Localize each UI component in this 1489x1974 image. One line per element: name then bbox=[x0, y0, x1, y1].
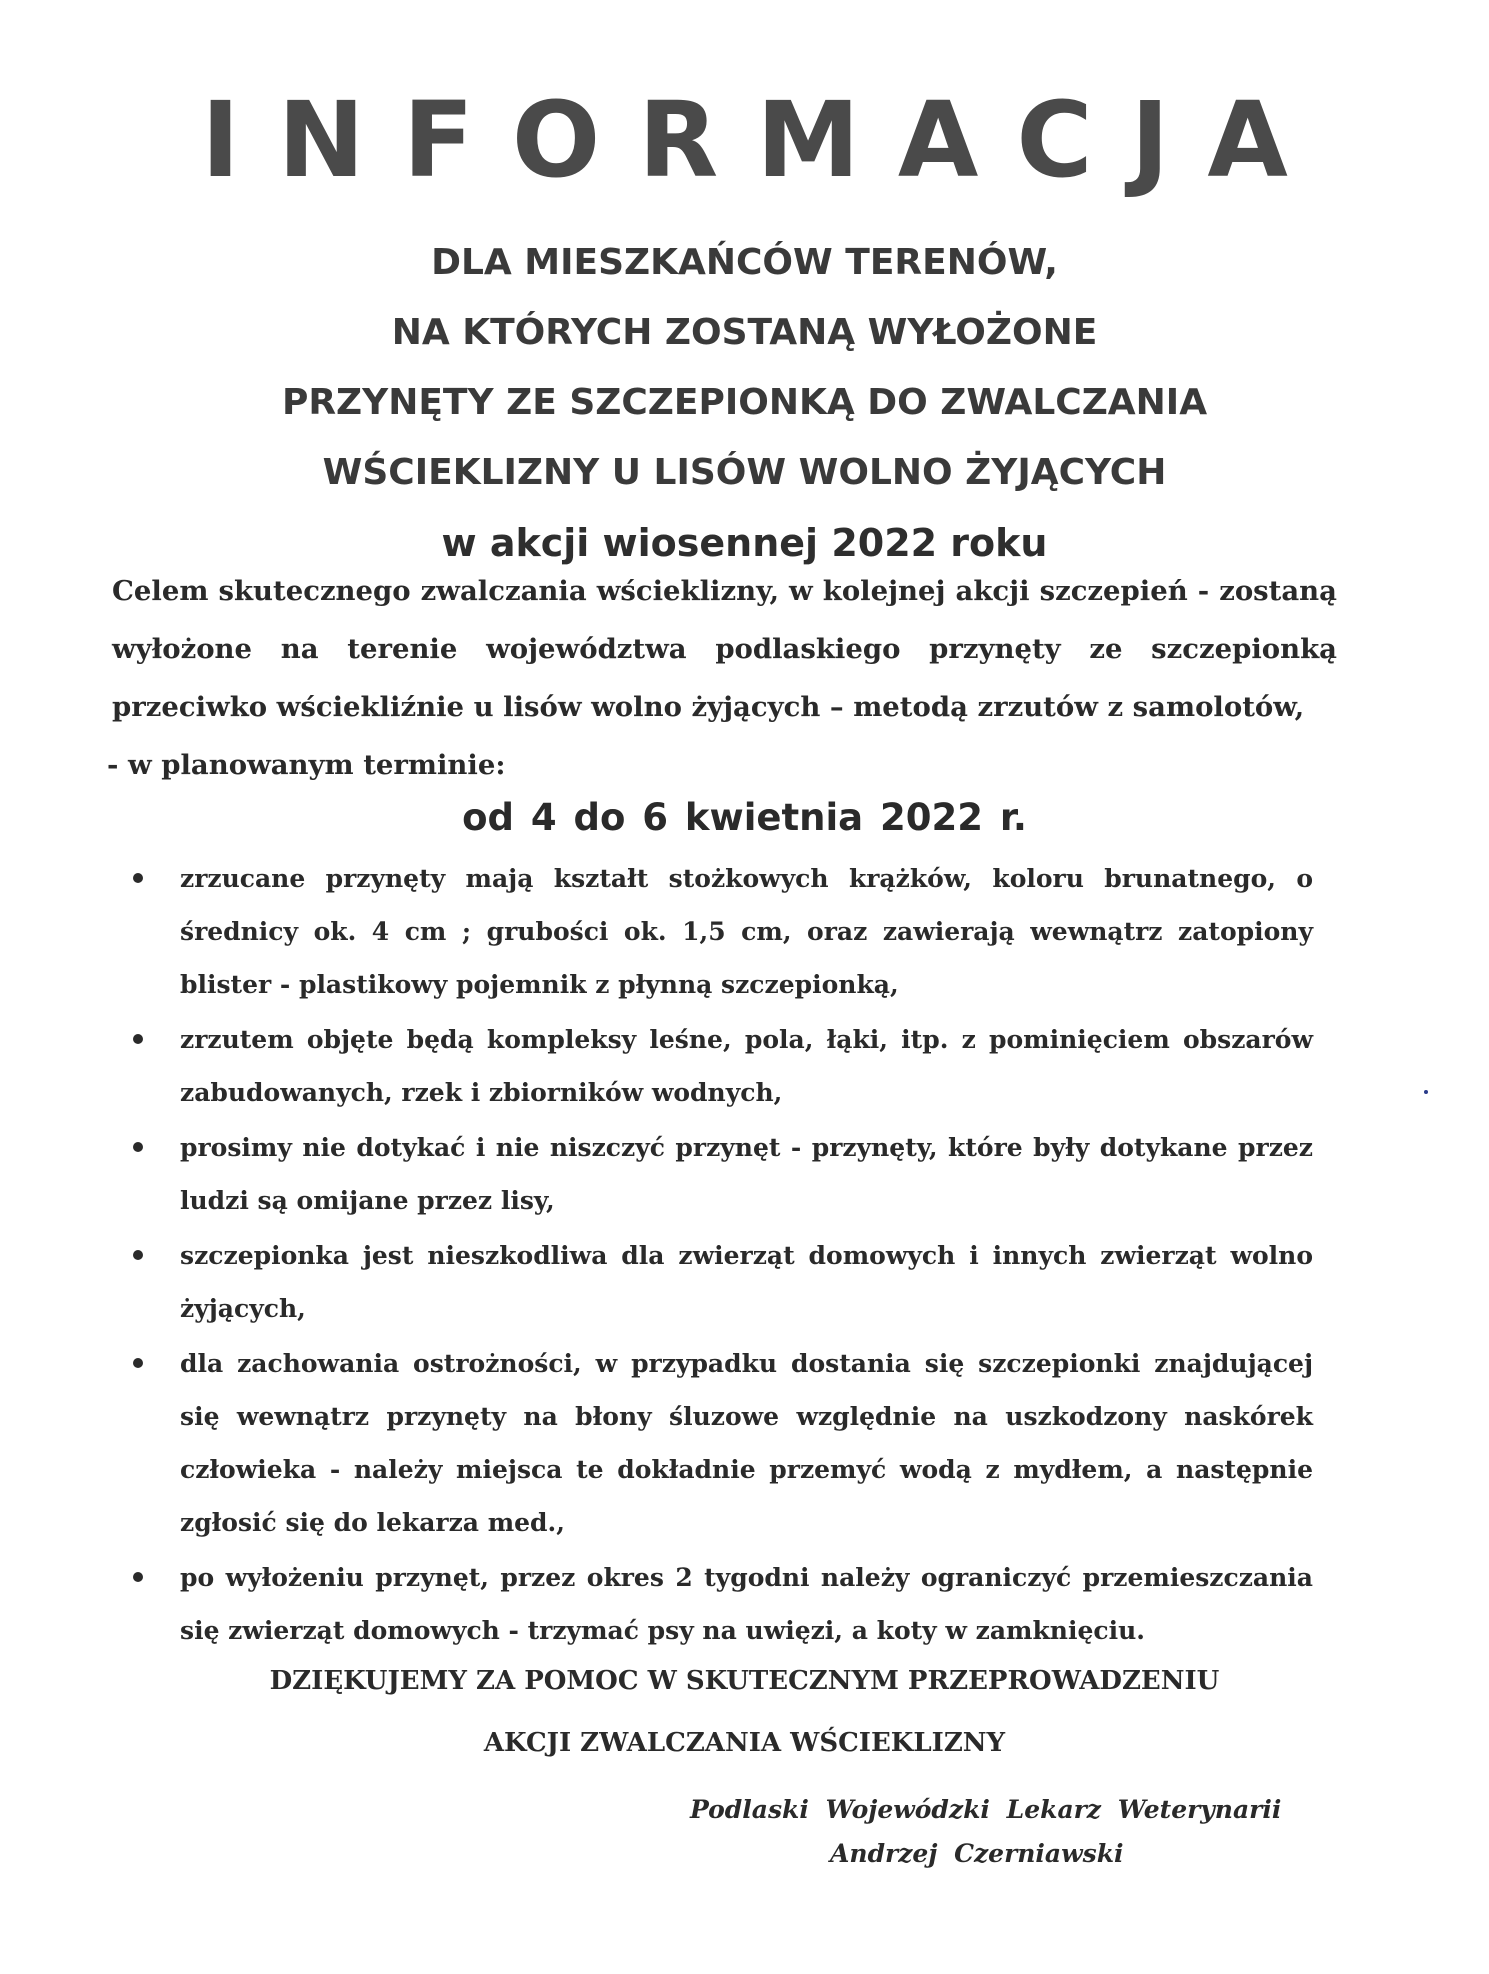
instructions-list bbox=[180, 852, 1313, 1659]
document-title: INFORMACJA bbox=[201, 79, 1326, 201]
bullet-icon bbox=[133, 1572, 143, 1582]
list-item bbox=[180, 1229, 1313, 1335]
list-item-text: dla zachowania ostrożności, w przypadku dostania się szczepionki znajdującej się wewnątrz przynęty na błony śluzowe względnie na uszkodzony naskórek człowieka - należy miejsca te dokładnie przemyć wodą z mydłem, a następnie zgłosić się do lekarza med., bbox=[180, 1349, 1313, 1537]
term-label: - w planowanym terminie: bbox=[107, 749, 506, 781]
document-subtitle bbox=[0, 228, 1489, 578]
subtitle-line: NA KTÓRYCH ZOSTANĄ WYŁOŻONE bbox=[391, 312, 1098, 353]
subtitle-line: WŚCIEKLIZNY U LISÓW WOLNO ŻYJĄCYCH bbox=[322, 452, 1167, 493]
thanks-line: AKCJI ZWALCZANIA WŚCIEKLIZNY bbox=[483, 1728, 1006, 1758]
list-item bbox=[180, 1013, 1313, 1119]
subtitle-line: PRZYNĘTY ZE SZCZEPIONKĄ DO ZWALCZANIA bbox=[281, 382, 1208, 423]
campaign-date: od 4 do 6 kwietnia 2022 r. bbox=[462, 796, 1027, 839]
list-item bbox=[180, 852, 1313, 1011]
scan-speck bbox=[1424, 1090, 1428, 1094]
bullet-icon bbox=[133, 1142, 143, 1152]
list-item-text: po wyłożeniu przynęt, przez okres 2 tygodni należy ograniczyć przemieszczania się zwierząt domowych - trzymać psy na uwięzi, a koty w zamknięciu. bbox=[180, 1563, 1313, 1645]
intro-text: Celem skutecznego zwalczania wścieklizny, w kolejnej akcji szczepień - zostaną wyłożone na terenie województwa podlaskiego przynęty ze szczepionką przeciwko wściekliźnie u lisów wolno żyjących – metodą zrzutów z samolotów, bbox=[112, 575, 1337, 723]
signature-name: Andrzej Czerniawski bbox=[830, 1839, 1124, 1868]
list-item-text: zrzucane przynęty mają kształt stożkowych krążków, koloru brunatnego, o średnicy ok. 4 cm ; grubości ok. 1,5 cm, oraz zawierają wewnątrz zatopiony blister - plastikowy pojemnik z płynną szczepionką, bbox=[180, 864, 1313, 999]
thanks-note bbox=[0, 1650, 1489, 1774]
bullet-icon bbox=[133, 1250, 143, 1260]
thanks-line: DZIĘKUJEMY ZA POMOC W SKUTECZNYM PRZEPROWADZENIU bbox=[269, 1666, 1220, 1696]
subtitle-line: DLA MIESZKAŃCÓW TERENÓW, bbox=[431, 242, 1058, 283]
signature-block bbox=[690, 1788, 1281, 1876]
list-item bbox=[180, 1121, 1313, 1227]
list-item-text: zrzutem objęte będą kompleksy leśne, pola, łąki, itp. z pominięciem obszarów zabudowanych, rzek i zbiorników wodnych, bbox=[180, 1025, 1313, 1107]
list-item-text: szczepionka jest nieszkodliwa dla zwierząt domowych i innych zwierząt wolno żyjących, bbox=[180, 1241, 1313, 1323]
campaign-line: w akcji wiosennej 2022 roku bbox=[441, 521, 1048, 565]
list-item bbox=[180, 1551, 1313, 1657]
signature-role: Podlaski Wojewódzki Lekarz Weterynarii bbox=[690, 1795, 1282, 1824]
intro-paragraph bbox=[107, 562, 1337, 794]
bullet-icon bbox=[133, 873, 143, 883]
list-item-text: prosimy nie dotykać i nie niszczyć przynęt - przynęty, które były dotykane przez ludzi są omijane przez lisy, bbox=[180, 1133, 1313, 1215]
bullet-icon bbox=[133, 1034, 143, 1044]
list-item bbox=[180, 1337, 1313, 1549]
bullet-icon bbox=[133, 1358, 143, 1368]
